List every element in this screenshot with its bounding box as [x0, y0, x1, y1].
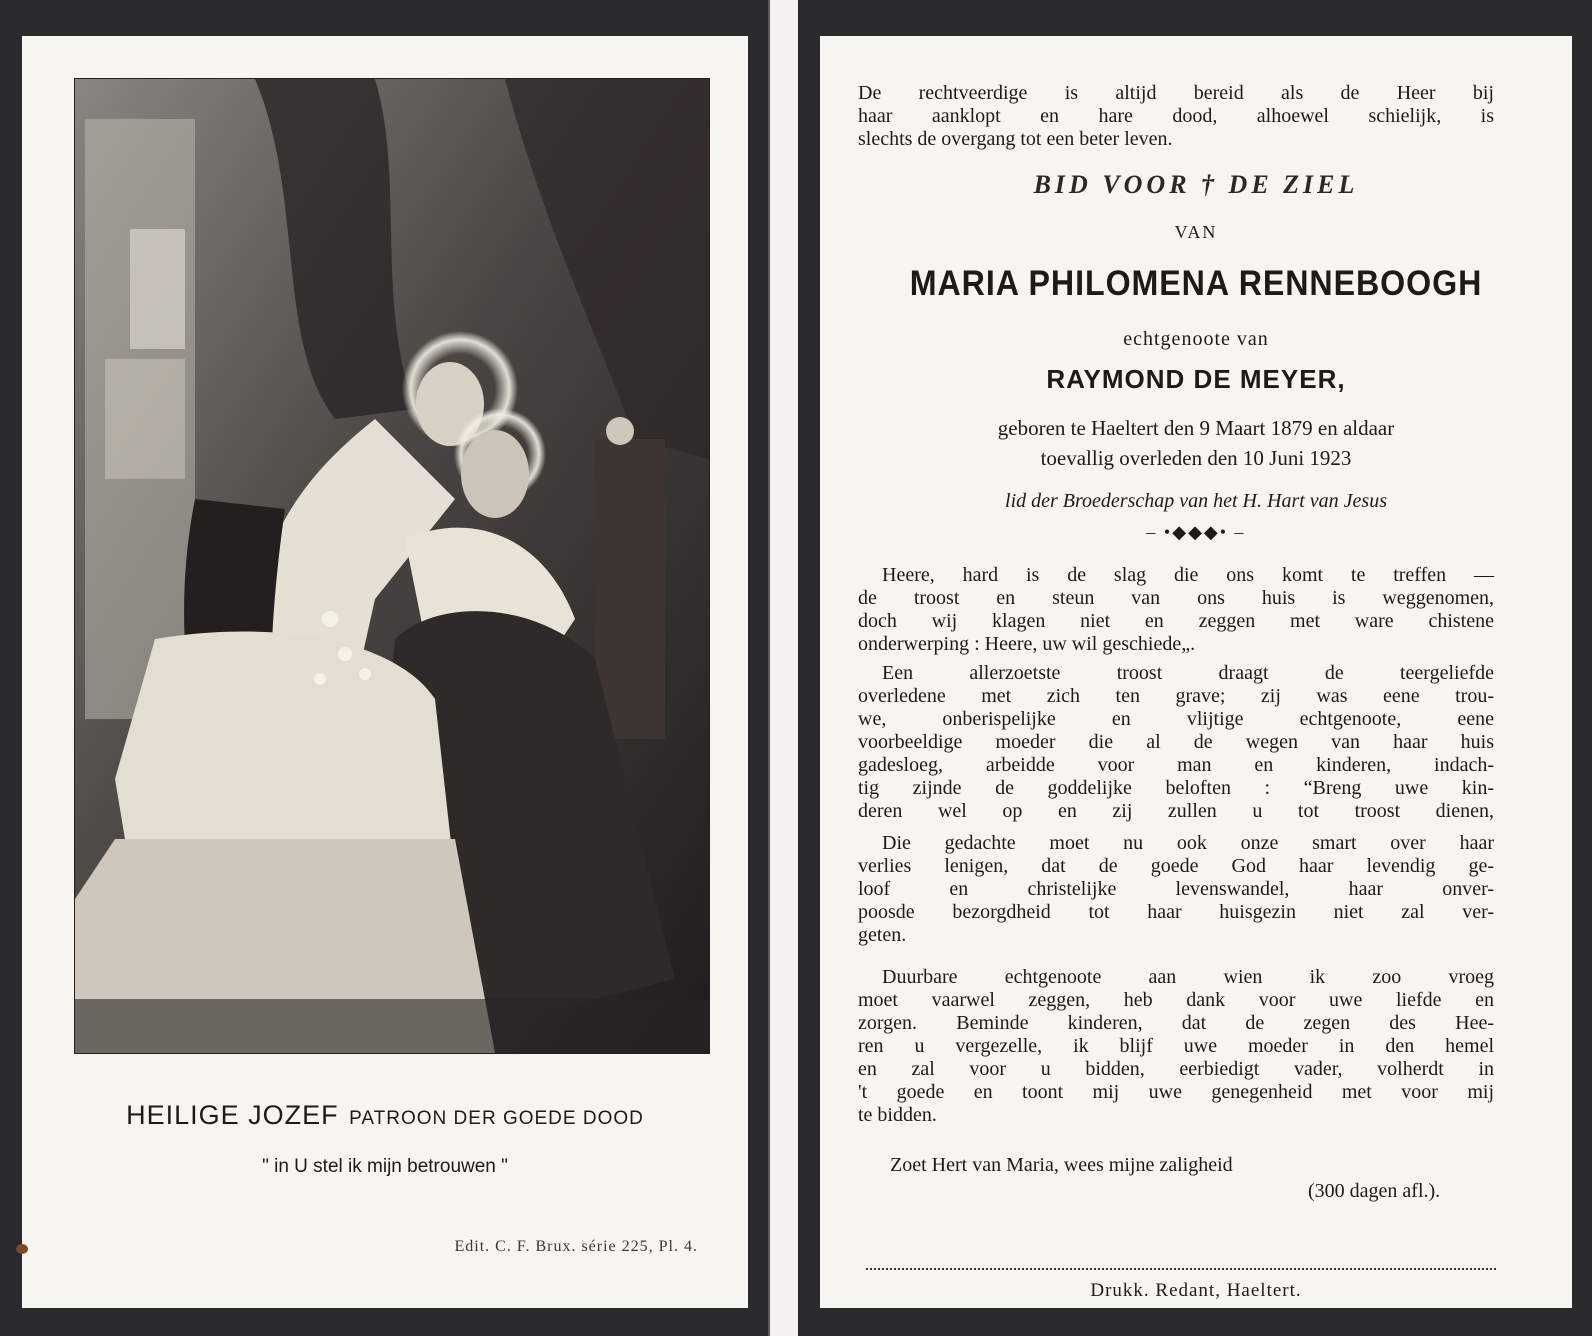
paragraph-4	[858, 966, 1494, 1127]
intro-line: De rechtveerdige is altijd bereid als de Heer bij	[858, 82, 1494, 104]
memorial-card-front	[0, 0, 770, 1336]
paragraph-line: moet vaarwel zeggen, heb dank voor uwe liefde en	[858, 989, 1494, 1011]
paragraph-line: verlies lenigen, dat de goede God haar levendig ge-	[858, 855, 1494, 877]
paragraph-line: doch wij klagen niet en zeggen met ware chistene	[858, 610, 1494, 632]
paragraph-line: en zal voor u bidden, eerbiedigt vader, volherdt in	[858, 1058, 1494, 1080]
paragraph-2	[858, 662, 1494, 823]
paragraph-line: te bidden.	[858, 1104, 937, 1126]
card-front-paper	[22, 36, 748, 1308]
publisher-note: Edit. C. F. Brux. série 225, Pl. 4.	[454, 1238, 698, 1255]
paragraph-line: Die gedachte moet nu ook onze smart over haar	[882, 832, 1494, 854]
paragraph-line: loof en christelijke levenswandel, haar onver-	[858, 878, 1494, 900]
paragraph-line: we, onberispelijke en vlijtige echtgenoote, eene	[858, 708, 1494, 730]
death-line: toevallig overleden den 10 Juni 1923	[1040, 446, 1352, 470]
spouse-name: RAYMOND DE MEYER,	[1046, 364, 1346, 394]
paragraph-line: tig zijnde de goddelijke beloften : “Breng uwe kin-	[858, 777, 1494, 799]
paragraph-1	[858, 564, 1494, 656]
van-label: VAN	[1174, 222, 1218, 242]
card-gap	[772, 0, 798, 1336]
intro-paragraph	[858, 82, 1494, 151]
paragraph-line: de troost en steun van ons huis is weggenomen,	[858, 587, 1494, 609]
paragraph-line: overledene met zich ten grave; zij was eene trou-	[858, 685, 1494, 707]
devotional-illustration	[74, 78, 710, 1054]
motto: " in U stel ik mijn betrouwen "	[262, 1156, 508, 1177]
spouse-label: echtgenoote van	[1123, 328, 1269, 350]
closing-prayer: Zoet Hert van Maria, wees mijne zaligheid	[890, 1154, 1233, 1176]
prayer-heading: BID VOOR † DE ZIEL	[1033, 170, 1359, 199]
dotted-divider	[866, 1268, 1496, 1270]
membership-line: lid der Broederschap van het H. Hart van Jesus	[1005, 490, 1387, 512]
saint-name: HEILIGE JOZEF	[126, 1100, 339, 1130]
stain-mark	[16, 1244, 28, 1254]
ornament-divider: – •◆◆◆• –	[1146, 522, 1246, 542]
paragraph-line: zorgen. Beminde kinderen, dat de zegen des Hee-	[858, 1012, 1494, 1034]
deceased-name: MARIA PHILOMENA RENNEBOOGH	[909, 264, 1483, 303]
paragraph-line: Heere, hard is de slag die ons komt te treffen —	[882, 564, 1494, 586]
paragraph-line: Een allerzoetste troost draagt de teergeliefde	[882, 662, 1494, 684]
paragraph-line: ren u vergezelle, ik blijf uwe moeder in den hemel	[858, 1035, 1494, 1057]
paragraph-line: poosde bezorgdheid tot haar huisgezin niet zal ver-	[858, 901, 1494, 923]
birth-line: geboren te Haeltert den 9 Maart 1879 en aldaar	[997, 416, 1395, 440]
intro-line: haar aanklopt en hare dood, alhoewel schielijk, is	[858, 105, 1494, 127]
paragraph-line: gadesloeg, arbeidde voor man en kinderen, indach-	[858, 754, 1494, 776]
saint-patronage: PATROON DER GOEDE DOOD	[349, 1108, 644, 1129]
paragraph-line: voorbeeldige moeder die al de wegen van haar huis	[858, 731, 1494, 753]
printer-line: Drukk. Redant, Haeltert.	[1090, 1280, 1302, 1301]
saint-joseph-deathbed-image	[75, 79, 709, 1053]
card-back-paper	[820, 36, 1572, 1308]
paragraph-3	[858, 832, 1494, 947]
paragraph-line: Duurbare echtgenoote aan wien ik zoo vroeg	[882, 966, 1494, 988]
paragraph-line: 't goede en toont mij uwe genegenheid met voor mij	[858, 1081, 1494, 1103]
paragraph-line: deren wel op en zij zullen u tot troost dienen,	[858, 800, 1494, 822]
paragraph-line: onderwerping : Heere, uw wil geschiede„.	[858, 633, 1196, 655]
indulgence-note: (300 dagen afl.).	[1308, 1180, 1441, 1202]
saint-title	[22, 1100, 748, 1131]
paragraph-line: geten.	[858, 924, 907, 946]
intro-line: slechts de overgang tot een beter leven.	[858, 128, 1173, 150]
memorial-card-back	[798, 0, 1592, 1336]
